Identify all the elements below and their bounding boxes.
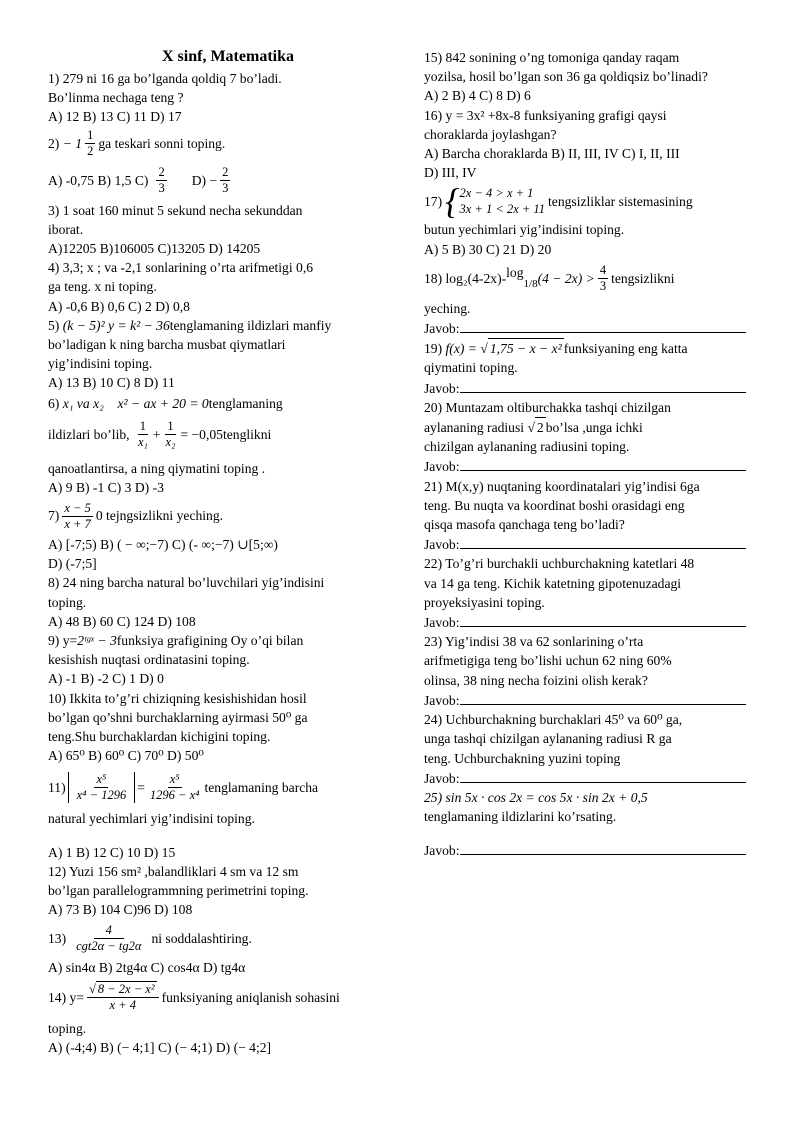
answer-blank[interactable] [460,690,746,705]
q22-answer-line: Javob: [424,612,764,632]
q9-expression: 2ᵗᵍˣ − 3 [77,633,117,649]
q10-text-2: bo’lgan qo’shni burchaklarning ayirmasi 50⁰ ga [48,709,308,725]
q24-answer-line: Javob: [424,768,764,788]
q18-answer-line: Javob: [424,318,764,338]
q3-text-2: iborat. [48,221,84,237]
q2-c-fraction: $\frac{2}{3}$ [158,165,165,196]
q6-frac-2: $\frac{1}{\text{x₂}}$ [165,419,176,450]
q22-text-2: va 14 ga teng. Kichik katetning gipotenuzadagi [424,575,682,591]
q11-fraction-right: $\frac{\text{x⁵}}{\text{1296 − x⁴}}$ [149,771,200,802]
q16-answers: A) Barcha choraklarda B) II, III, IV C) I, II, III [424,146,680,162]
q18-text-2: yeching. [424,300,471,316]
answer-blank[interactable] [460,612,746,627]
q16-text: 16) y = 3x² +8x-8 funksiyaning grafigi qaysi [424,107,667,123]
q20-text-3: chizilgan aylananing radiusini toping. [424,439,630,455]
q11-question: 11) $\frac{\text{x⁵}}{\text{x⁴ − 1296}}$ = $\frac{\text{x⁵}}{\text{1296 − x⁴}}$ tenglamaning barcha [48,771,319,802]
q23-text-2: arifmetigiga teng bo’lishi uchun 62 ning 60% [424,653,672,669]
q25-answer-line: Javob: [424,840,764,860]
left-column [48,48,408,1057]
q21-text-2: teng. Bu nuqta va koordinat boshi orasidagi eng [424,497,685,513]
q11-answers: A) 1 B) 12 C) 10 D) 15 [48,844,176,860]
q18-question: 18) log₂(4-2x)- log 1/8 (4 − 2x) > $\frac{4}{3}$ tengsizlikni [424,263,675,294]
q9-text-2: kesishish nuqtasi ordinatasini toping. [48,652,250,668]
q6-frac-1: $\frac{1}{\text{x₁}}$ [137,419,148,450]
q20-text: 20) Muntazam oltiburchakka tashqi chizilgan [424,399,671,415]
q24-text-2: unga tashqi chizilgan aylananing radiusi R ga [424,731,672,747]
q20-text-2: aylananing radiusi √ 2 bo’lsa ,unga ichki [424,417,764,437]
q10-answers: A) 65⁰ B) 60⁰ C) 70⁰ D) 50⁰ [48,748,204,764]
q5-text-3: yig’indisini toping. [48,356,153,372]
q25-text-2: tenglamaning ildizlarini ko’rsating. [424,809,617,825]
q17-answers: A) 5 B) 30 C) 21 D) 20 [424,241,552,257]
q22-text: 22) To’g’ri burchakli uchburchakning katetlari 48 [424,556,695,572]
q3-answers: A)12205 B)106005 C)13205 D) 14205 [48,241,261,257]
q21-text-3: qisqa masofa qanchaga teng bo’ladi? [424,517,625,533]
q15-text: 15) 842 sonining o’ng tomoniga qanday raqam [424,50,680,65]
q13-fraction: $\frac{4}{\text{cgt2α − tg2α}}$ [76,923,142,953]
q4-text: 4) 3,3; x ; va -2,1 sonlarining o’rta arifmetigi 0,6 [48,260,314,276]
q9-question: 9) y= 2ᵗᵍˣ − 3 funksiya grafigining Oy o’qi bilan [48,631,408,650]
answer-blank[interactable] [460,456,746,471]
q1-text-2: Bo’linma nechaga teng ? [48,90,184,106]
q25-equation: 25) sin 5x · cos 2x = cos 5x · sin 2x + 0,5 [424,789,648,805]
answer-blank[interactable] [460,318,746,333]
q21-text: 21) M(x,y) nuqtaning koordinatalari yig’indisi 6ga [424,478,700,494]
q19-text-2: qiymatini toping. [424,360,518,376]
q14-text-2: toping. [48,1020,87,1036]
q6-condition: ildizlari bo’lib, $\frac{1}{\text{x₁}}$ + $\frac{1}{\text{x₂}}$ = −0,05 tenglikni [48,419,272,450]
q11-absolute-value: $\frac{\text{x⁵}}{\text{x⁴ − 1296}}$ [68,772,136,803]
q4-text-2: ga teng. x ni toping. [48,279,157,295]
q5-equation: (k − 5)² y = k² − 36 [62,317,170,333]
q7-question: 7) $\frac{x - 5}{x + 7}$ 0 tejngsizlikni yeching. [48,500,224,531]
q16-text-2: choraklarda joylashgan? [424,126,557,142]
right-column [424,48,764,861]
q18-log: log 1/8 [506,265,538,291]
q22-text-3: proyeksiyasini toping. [424,594,545,610]
answer-blank[interactable] [460,534,746,549]
q10-text-3: teng.Shu burchaklardan kichigini toping. [48,729,271,745]
q3-text: 3) 1 soat 160 minut 5 sekund necha sekunddan [48,202,303,218]
page-title: X sinf, Matematika [162,48,294,65]
q15-answers: A) 2 B) 4 C) 8 D) 6 [424,88,531,104]
q9-answers: A) -1 B) -2 C) 1 D) 0 [48,671,164,687]
q6-text-3: qanoatlantirsa, a ning qiymatini toping . [48,460,266,476]
q23-text: 23) Yig’indisi 38 va 62 sonlarining o’rta [424,634,644,650]
q10-text: 10) Ikkita to’g’ri chiziqning kesishishidan hosil [48,690,307,706]
q12-answers: A) 73 B) 104 C)96 D) 108 [48,902,193,918]
q19-question: 19) f(x) = √ 1,75 − x − x² funksiyaning eng katta [424,338,764,358]
q5-answers: A) 13 B) 10 C) 8 D) 11 [48,375,175,391]
answer-blank[interactable] [460,840,746,855]
q24-text-3: teng. Uchburchakning yuzini toping [424,750,621,766]
q20-answer-line: Javob: [424,456,764,476]
q23-answer-line: Javob: [424,690,764,710]
q6-question: 6) x₁ va x₂ x² − ax + 20 = 0 tenglamaning [48,393,408,415]
q8-answers: A) 48 B) 60 C) 124 D) 108 [48,613,196,629]
q17-text-2: butun yechimlari yig’indisini toping. [424,222,625,238]
q15-text-2: yozilsa, hosil bo’lgan son 36 ga qoldiqsiz bo’linadi? [424,69,708,85]
q14-fraction: $\frac{\text{√ 8 − 2x − x²}}{x + 4}$ [87,982,159,1013]
q13-question: 13) $\frac{4}{\text{cgt2α − tg2α}}$ ni soddalashtiring. [48,923,252,953]
answer-blank[interactable] [460,768,746,783]
q8-text: 8) 24 ning barcha natural bo’luvchilari yig’indisini [48,575,325,591]
q18-fraction: $\frac{4}{3}$ [599,263,607,294]
q21-answer-line: Javob: [424,534,764,554]
q1-answers: A) 12 B) 13 C) 11 D) 17 [48,109,182,125]
q4-answers: A) -0,6 B) 0,6 C) 2 D) 0,8 [48,298,190,314]
q17-system: { 2x − 4 > x + 1 3x + 1 < 2x + 11 [445,181,546,222]
q16-answers-2: D) III, IV [424,165,477,181]
q7-answers-2: D) (-7;5] [48,556,97,572]
q13-answers: A) sin4α B) 2tg4α C) cos4α D) tg4α [48,959,246,975]
q5-question: 5) (k − 5)² y = k² − 36 tenglamaning ildizlari manfiy [48,316,408,335]
q12-text: 12) Yuzi 156 sm² ,balandliklari 4 sm va 12 sm [48,863,299,879]
q2-question: 2) − 1 $\frac{1}{2}$ ga teskari sonni toping. [48,128,226,159]
q17-question: 17) { 2x − 4 > x + 1 3x + 1 < 2x + 11 tengsizliklar sistemasining [424,181,693,222]
q2-fraction: $\frac{1}{2}$ [87,128,94,159]
q7-fraction: $\frac{x - 5}{x + 7}$ [64,500,91,531]
answer-blank[interactable] [460,378,746,393]
q8-text-2: toping. [48,594,87,610]
q6-answers: A) 9 B) -1 C) 3 D) -3 [48,479,164,495]
q2-answers: A) -0,75 B) 1,5 C) $\frac{2}{3}$ D) − $\frac{2}{3}$ [48,165,229,196]
q6-equation: x² − ax + 20 = 0 [117,396,209,412]
q19-answer-line: Javob: [424,378,764,398]
q11-text-2: natural yechimlari yig’indisini toping. [48,811,255,827]
q7-answers: A) [-7;5) B) ( − ∞;−7) C) (- ∞;−7) ∪[5;∞) [48,537,278,553]
q1-text: 1) 279 ni 16 ga bo’lganda qoldiq 7 bo’ladi. [48,71,282,86]
q14-answers: A) (-4;4) B) (− 4;1] C) (− 4;1) D) (− 4;2] [48,1039,272,1055]
q14-question: 14) y= $\frac{\text{√ 8 − 2x − x²}}{x + 4}$ funksiyaning aniqlanish sohasini [48,982,340,1013]
q2-d-fraction: $\frac{2}{3}$ [222,165,229,196]
q23-text-3: olinsa, 38 ning necha foizini olish kerak? [424,672,648,688]
q24-text: 24) Uchburchakning burchaklari 45⁰ va 60⁰ ga, [424,712,683,728]
q5-text-2: bo’ladigan k ning barcha musbat qiymatlari [48,337,286,353]
q12-text-2: bo’lgan parallelogrammning perimetrini toping. [48,883,309,899]
